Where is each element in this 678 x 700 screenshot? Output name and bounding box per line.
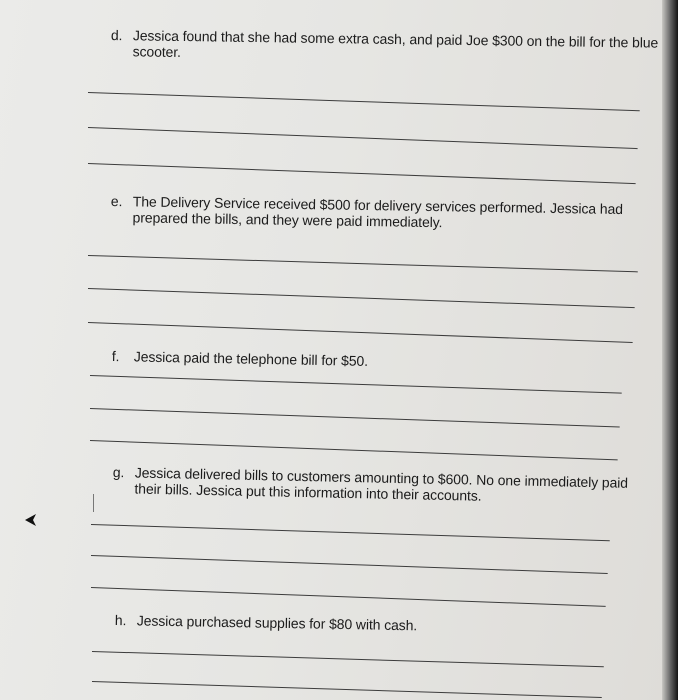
mouse-cursor-icon	[24, 512, 38, 528]
question-letter: f.	[111, 348, 120, 365]
page-edge-shadow	[662, 0, 678, 700]
question-letter: d.	[110, 27, 123, 44]
answer-line	[91, 555, 608, 574]
question-text: Jessica purchased supplies for $80 with cash.	[136, 612, 418, 634]
answer-line	[88, 322, 633, 343]
answer-line	[92, 651, 604, 667]
answer-line	[88, 127, 638, 149]
answer-line	[90, 440, 618, 460]
answer-line	[88, 288, 635, 308]
answer-line	[88, 255, 638, 272]
answer-line	[88, 163, 636, 184]
question-letter: g.	[112, 464, 125, 481]
question-letter: e.	[110, 193, 123, 210]
answer-line	[90, 375, 622, 394]
question-letter: h.	[114, 612, 127, 629]
question-text: Jessica delivered bills to customers amounting to $600. No one immediately paid their bills. Jessica put this information into their accounts.	[134, 464, 629, 504]
question-text: Jessica paid the telephone bill for $50.	[133, 348, 369, 369]
answer-line	[90, 408, 620, 427]
question-text: Jessica found that she had some extra cash, and paid Joe $300 on the bill for the blue scooter.	[132, 27, 659, 60]
answer-line	[91, 587, 606, 607]
question-text: The Delivery Service received $500 for delivery services performed. Jessica had prepared the bills, and they were paid immediately.	[132, 193, 624, 231]
answer-line	[91, 524, 610, 541]
answer-line	[92, 681, 602, 698]
pen-mark	[93, 494, 94, 512]
answer-line	[88, 92, 640, 111]
